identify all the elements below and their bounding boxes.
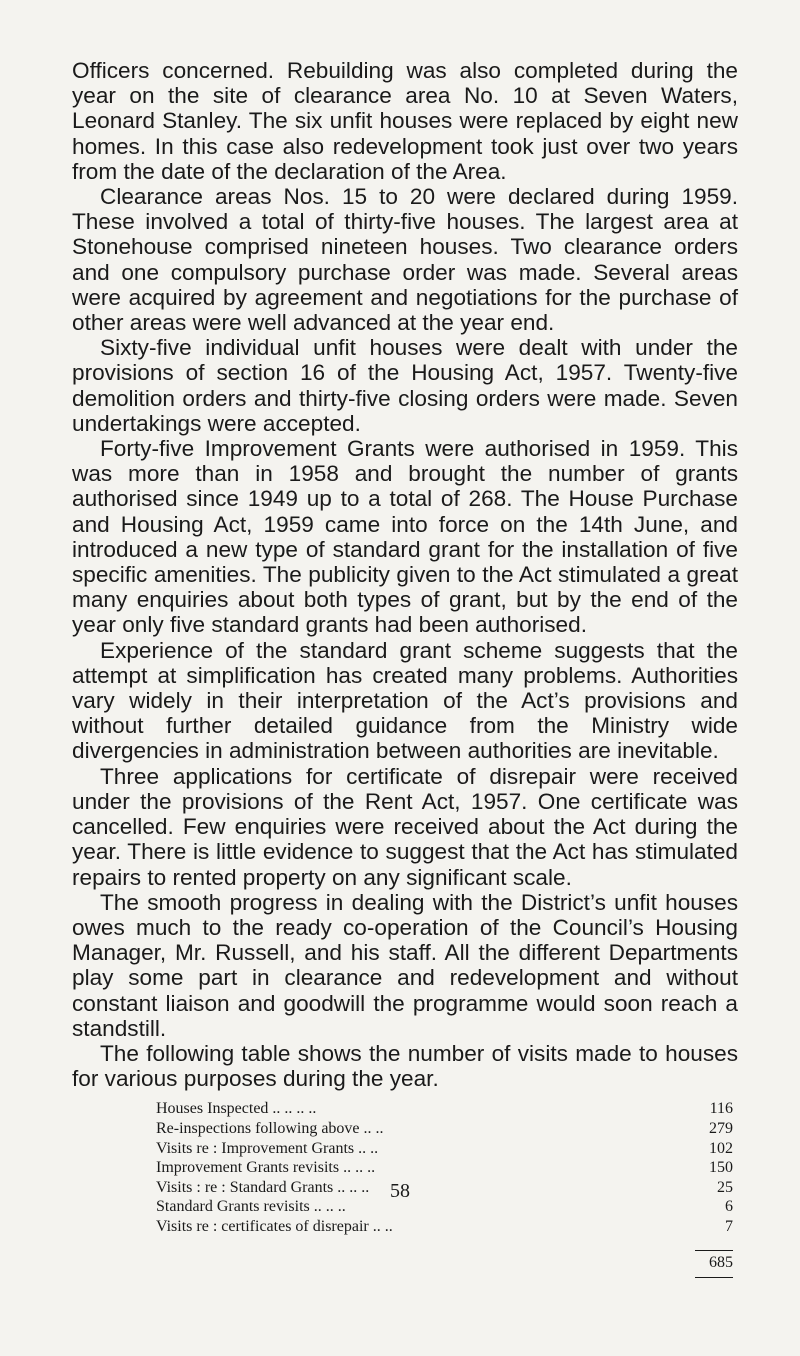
paragraph: The following table shows the number of visits made to houses for various purposes during the year.: [72, 1040, 738, 1092]
table-row: [156, 1217, 733, 1237]
row-label: Re-inspections following above .. ..: [156, 1119, 384, 1137]
row-value: 7: [725, 1217, 733, 1235]
row-label: Houses Inspected .. .. .. ..: [156, 1100, 317, 1118]
paragraph: Sixty-five individual unfit houses were dealt with under the provisions of section 16 of the Housing Act, 1957. Twenty-five demolition orders and thirty-five closing orders were made. Seven undertakings were accepted.: [72, 335, 738, 436]
body-text: [72, 58, 738, 1091]
paragraph: Forty-five Improvement Grants were authorised in 1959. This was more than in 1958 and brought the number of grants authorised since 1949 up to a total of 268. The House Purchase and Housing Act, 1959 came into force on the 14th June, and introduced a new type of standard grant for the installation of five specific amenities. The publicity given to the Act stimulated a great many enquiries about both types of grant, but by the end of the year only five standard grants had been authorised.: [72, 436, 738, 638]
table-total-row: [156, 1236, 733, 1278]
paragraph: Experience of the standard grant scheme suggests that the attempt at simplification has created many problems. Authorities vary widely in their interpretation of the Act’s provisions and without further detailed guidance from the Ministry wide divergencies in administration between authorities are inevitable.: [72, 637, 738, 764]
total-value: 685: [709, 1254, 733, 1272]
row-value: 102: [709, 1139, 733, 1157]
row-value: 116: [709, 1100, 733, 1118]
row-value: 150: [709, 1159, 733, 1177]
row-label: Improvement Grants revisits .. .. ..: [156, 1159, 376, 1177]
table-row: [156, 1139, 733, 1159]
paragraph: Clearance areas Nos. 15 to 20 were declared during 1959. These involved a total of thirty-five houses. The largest area at Stonehouse comprised nineteen houses. Two clearance orders and one compulsory purchase order was made. Several areas were acquired by agreement and negotiations for the purchase of other areas were well advanced at the year end.: [72, 184, 738, 336]
paragraph: Officers concerned. Rebuilding was also completed during the year on the site of clearance area No. 10 at Seven Waters, Leonard Stanley. The six unfit houses were replaced by eight new homes. In this case also redevelopment took just over two years from the date of the declaration of the Area.: [72, 58, 738, 184]
row-label: Standard Grants revisits .. .. ..: [156, 1198, 346, 1216]
table-row: [156, 1158, 733, 1178]
total-rule-bottom: [695, 1277, 733, 1278]
row-value: 25: [717, 1178, 733, 1196]
row-label: Visits re : certificates of disrepair .. ..: [156, 1217, 393, 1235]
row-label: Visits re : Improvement Grants .. ..: [156, 1139, 379, 1157]
row-label: Visits : re : Standard Grants .. .. ..: [156, 1178, 370, 1196]
paragraph: The smooth progress in dealing with the District’s unfit houses owes much to the ready co-operation of the Council’s Housing Manager, Mr. Russell, and his staff. All the different Departments play some part in clearance and redevelopment and without constant liaison and goodwill the programme would soon reach a standstill.: [72, 889, 738, 1041]
table-row: [156, 1119, 733, 1139]
table-row: [156, 1099, 733, 1119]
row-value: 279: [709, 1119, 733, 1137]
paragraph: Three applications for certificate of disrepair were received under the provisions of the Rent Act, 1957. One certificate was cancelled. Few enquiries were received about the Act during the year. There is little evidence to suggest that the Act has stimulated repairs to rented property on any significant scale.: [72, 763, 738, 890]
page-number: 58: [390, 1180, 410, 1202]
row-value: 6: [725, 1198, 733, 1216]
